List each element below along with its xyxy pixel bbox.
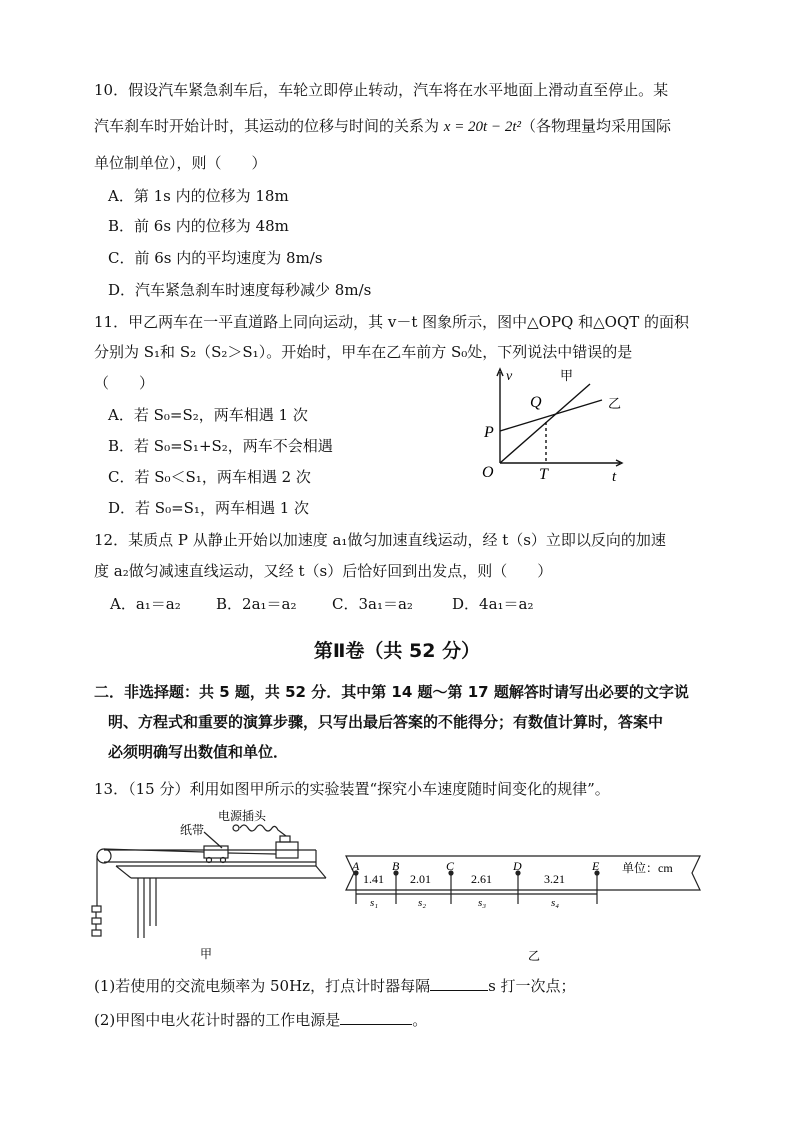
q10-line-2 [94, 116, 671, 137]
q10-option-c: C．前 6s 内的平均速度为 8m/s [108, 249, 323, 267]
q10-option-b: B．前 6s 内的位移为 48m [108, 217, 289, 235]
graph-label-yi: 乙 [608, 396, 622, 411]
q12-option-a: A．a₁＝a₂ [110, 595, 181, 613]
q13-answer-blank-2[interactable] [340, 1010, 412, 1025]
tape-value-2: 2.01 [410, 872, 431, 886]
tape-figure [338, 850, 708, 968]
section-instruction-2: 明、方程式和重要的演算步骤，只写出最后答案的不能得分；有数值计算时，答案中 [108, 713, 664, 731]
q10-line-1: 10．假设汽车紧急刹车后，车轮立即停止转动，汽车将在水平地面上滑动直至停止。某 [94, 81, 669, 99]
q10-formula: x = 20t − 2t² [443, 119, 522, 135]
tape-value-3: 2.61 [471, 872, 492, 886]
graph-label-t-axis: t [612, 469, 617, 485]
q10-option-a: A．第 1s 内的位移为 18m [108, 187, 289, 205]
tape-segment-2: s₂ [418, 897, 427, 909]
q12-option-b: B．2a₁＝a₂ [216, 595, 297, 613]
apparatus-caption-jia: 甲 [200, 947, 213, 961]
apparatus-label-tape: 纸带 [180, 823, 205, 837]
q13-sub-2-text: (2)甲图中电火花计时器的工作电源是 [94, 1011, 341, 1029]
q11-line-3: （ ） [94, 374, 155, 392]
q13-sub-2 [94, 1010, 427, 1030]
q13-sub-1 [94, 976, 576, 996]
tape-unit: 单位：cm [622, 861, 673, 875]
q10-option-d: D．汽车紧急刹车时速度每秒减少 8m/s [108, 281, 372, 299]
q12-line-1: 12．某质点 P 从静止开始以加速度 a₁做匀加速直线运动，经 t（s）立即以反向的加速 [94, 531, 666, 549]
q11-option-b: B．若 S₀=S₁+S₂，两车不会相遇 [108, 437, 333, 455]
tape-segment-4: s₄ [551, 897, 560, 909]
q11-option-c: C．若 S₀＜S₁，两车相遇 2 次 [108, 468, 311, 486]
apparatus-label-power-plug: 电源插头 [218, 809, 267, 823]
graph-label-jia: 甲 [560, 368, 574, 383]
tape-value-1: 1.41 [363, 872, 384, 886]
q11-option-a: A．若 S₀=S₂，两车相遇 1 次 [108, 406, 308, 424]
tape-point-a: A [352, 859, 360, 873]
tape-point-e: E [592, 859, 600, 873]
q13-sub-2-tail: 。 [412, 1011, 428, 1029]
q13-sub-1-tail: s 打一次点； [488, 977, 576, 995]
tape-segment-1: s₁ [370, 897, 379, 909]
q11-line-1: 11．甲乙两车在一平直道路上同向运动，其 v－t 图象所示，图中△OPQ 和△OQT 的面积 [94, 313, 690, 331]
q10-line-3: 单位制单位），则（ ） [94, 154, 267, 172]
graph-label-t-point: T [539, 466, 548, 483]
q13-answer-blank-1[interactable] [430, 976, 488, 991]
graph-label-q: Q [530, 394, 542, 411]
tape-segment-3: s₃ [478, 897, 487, 909]
tape-point-d: D [513, 859, 522, 873]
q12-line-2: 度 a₂做匀减速直线运动，又经 t（s）后恰好回到出发点，则（ ） [94, 562, 553, 580]
q13-line-1: 13．（15 分）利用如图甲所示的实验装置“探究小车速度随时间变化的规律”。 [94, 780, 610, 798]
section-instruction-3: 必须明确写出数值和单位． [108, 743, 289, 761]
section-instruction-1: 二．非选择题：共 5 题，共 52 分．其中第 14 题～第 17 题解答时请写出必要的文字说 [94, 683, 689, 701]
tape-point-b: B [392, 859, 400, 873]
vt-graph [470, 362, 630, 488]
tape-value-4: 3.21 [544, 872, 565, 886]
q12-option-d: D．4a₁＝a₂ [452, 595, 534, 613]
q11-line-2: 分别为 S₁和 S₂（S₂＞S₁）。开始时，甲车在乙车前方 S₀处，下列说法中错误的是 [94, 343, 633, 361]
q11-option-d: D．若 S₀=S₁，两车相遇 1 次 [108, 499, 310, 517]
apparatus-figure [86, 806, 336, 966]
graph-label-v: v [506, 369, 513, 384]
q10-line-2-b: （各物理量均采用国际 [521, 117, 672, 135]
section-title: 第Ⅱ卷（共 52 分） [313, 640, 481, 662]
q12-option-c: C．3a₁＝a₂ [332, 595, 413, 613]
q10-line-2-a: 汽车刹车时开始计时，其运动的位移与时间的关系为 [94, 117, 444, 135]
tape-point-c: C [446, 859, 455, 873]
q13-sub-1-text: (1)若使用的交流电频率为 50Hz，打点计时器每隔 [94, 977, 431, 995]
tape-caption-yi: 乙 [528, 949, 541, 963]
graph-label-o: O [482, 464, 494, 481]
graph-label-p: P [484, 424, 494, 441]
